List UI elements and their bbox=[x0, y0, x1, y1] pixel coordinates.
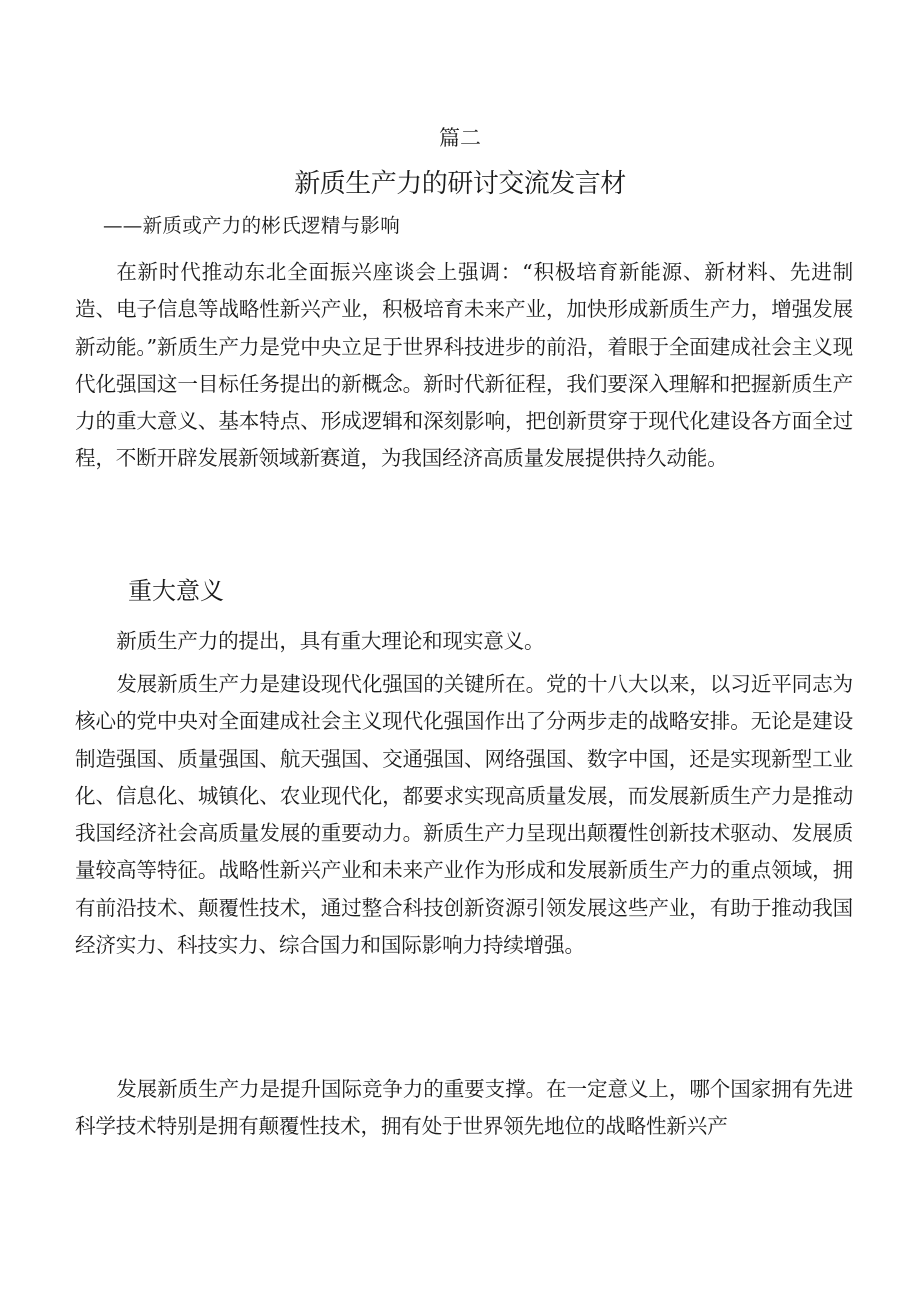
body-paragraph-2: 发展新质生产力是提升国际竞争力的重要支撑。在一定意义上，哪个国家拥有先进科学技术特别是拥有颠覆性技术，拥有处于世界领先地位的战略性新兴产 bbox=[75, 1077, 853, 1139]
intro-paragraph: 在新时代推动东北全面振兴座谈会上强调：“积极培育新能源、新材料、先进制造、电子信息等战略性新兴产业，积极培育未来产业，加快形成新质生产力，增强发展新动能。”新质生产力是党中央立足于世界科技进步的前沿，着眼于全面建成社会主义现代化强国这一目标任务提出的新概念。新时代新征程，我们要深入理解和把握新质生产力的重大意义、基本特点、形成逻辑和深刻影响，把创新贯穿于现代化建设各方面全过程，不断开辟发展新领域新赛道，为我国经济高质量发展提供持久动能。 bbox=[75, 260, 853, 471]
section-heading: 重大意义 bbox=[128, 577, 224, 605]
lead-paragraph: 新质生产力的提出，具有重大理论和现实意义。 bbox=[116, 629, 545, 653]
body-paragraph-1: 发展新质生产力是建设现代化强国的关键所在。党的十八大以来，以习近平同志为核心的党中央对全面建成社会主义现代化强国作出了分两步走的战略安排。无论是建设制造强国、质量强国、航天强国、交通强国、网络强国、数字中国，还是实现新型工业化、信息化、城镇化、农业现代化，都要求实现高质量发展，而发展新质生产力是推动我国经济社会高质量发展的重要动力。新质生产力呈现出颠覆性创新技术驱动、发展质量较高等特征。战略性新兴产业和未来产业作为形成和发展新质生产力的重点领域，拥有前沿技术、颠覆性技术，通过整合科技创新资源引领发展这些产业，有助于推动我国经济实力、科技实力、综合国力和国际影响力持续增强。 bbox=[75, 672, 853, 958]
lead-paragraph-block bbox=[75, 623, 853, 660]
document-title: 新质生产力的研讨交流发言材 bbox=[294, 169, 626, 199]
document-subtitle: ——新质或产力的彬氏逻精与影响 bbox=[103, 214, 400, 237]
section-number: 篇二 bbox=[439, 126, 481, 150]
intro-paragraph-block bbox=[75, 254, 853, 478]
body-paragraph-2-block bbox=[75, 1071, 853, 1146]
body-paragraph-1-block bbox=[75, 666, 853, 964]
